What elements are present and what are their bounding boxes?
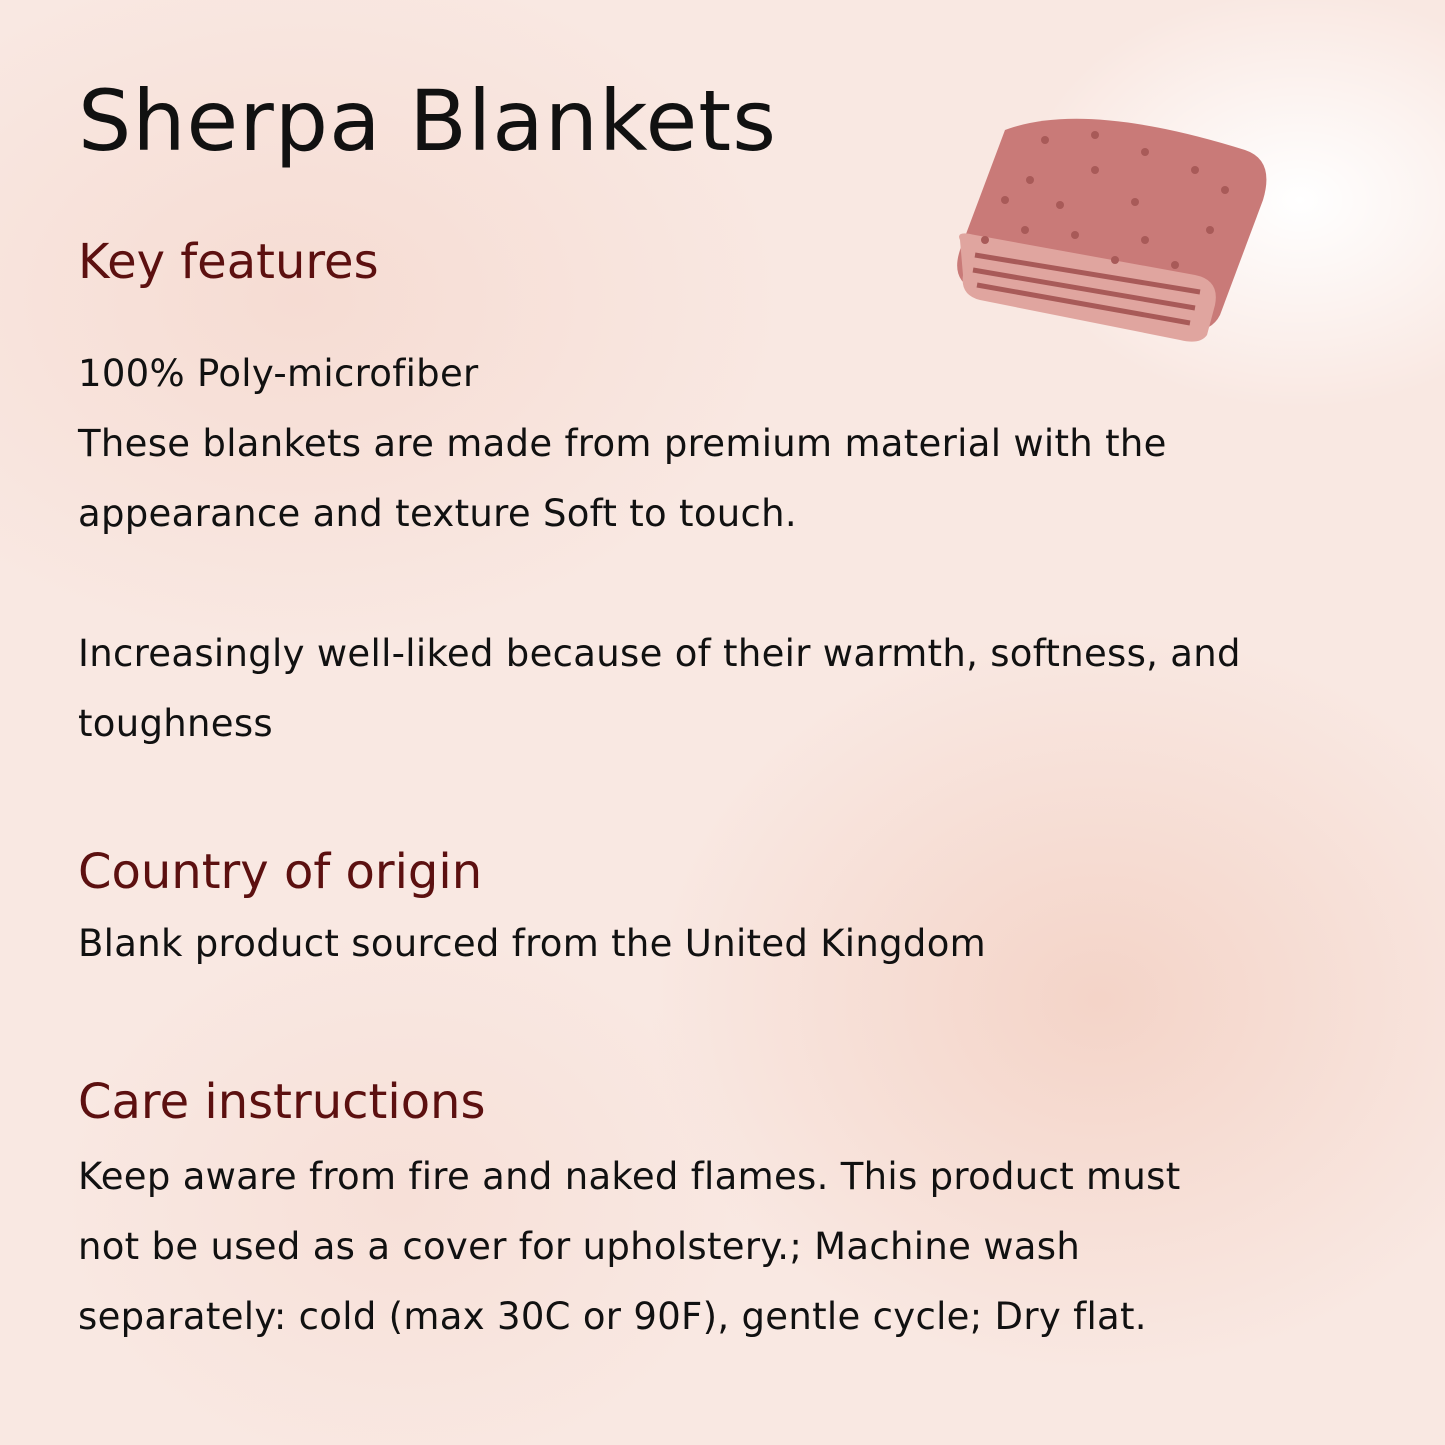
body-line: toughness (78, 702, 273, 745)
body-line: not be used as a cover for upholstery.; Machine wash (78, 1225, 1081, 1268)
body-line: Keep aware from fire and naked flames. This product must (78, 1155, 1181, 1198)
heading-country-of-origin: Country of origin (78, 844, 483, 900)
body-line: Blank product sourced from the United Kingdom (78, 922, 986, 965)
body-line: appearance and texture Soft to touch. (78, 492, 797, 535)
body-line: 100% Poly-microfiber (78, 352, 479, 395)
body-line: These blankets are made from premium material with the (78, 422, 1167, 465)
heading-care-instructions: Care instructions (78, 1074, 486, 1130)
body-line: Increasingly well-liked because of their warmth, softness, and (78, 632, 1241, 675)
body-line: separately: cold (max 30C or 90F), gentle cycle; Dry flat. (78, 1295, 1147, 1338)
folded-blanket-icon (945, 90, 1275, 350)
heading-key-features: Key features (78, 234, 379, 290)
page-title: Sherpa Blankets (78, 72, 777, 170)
